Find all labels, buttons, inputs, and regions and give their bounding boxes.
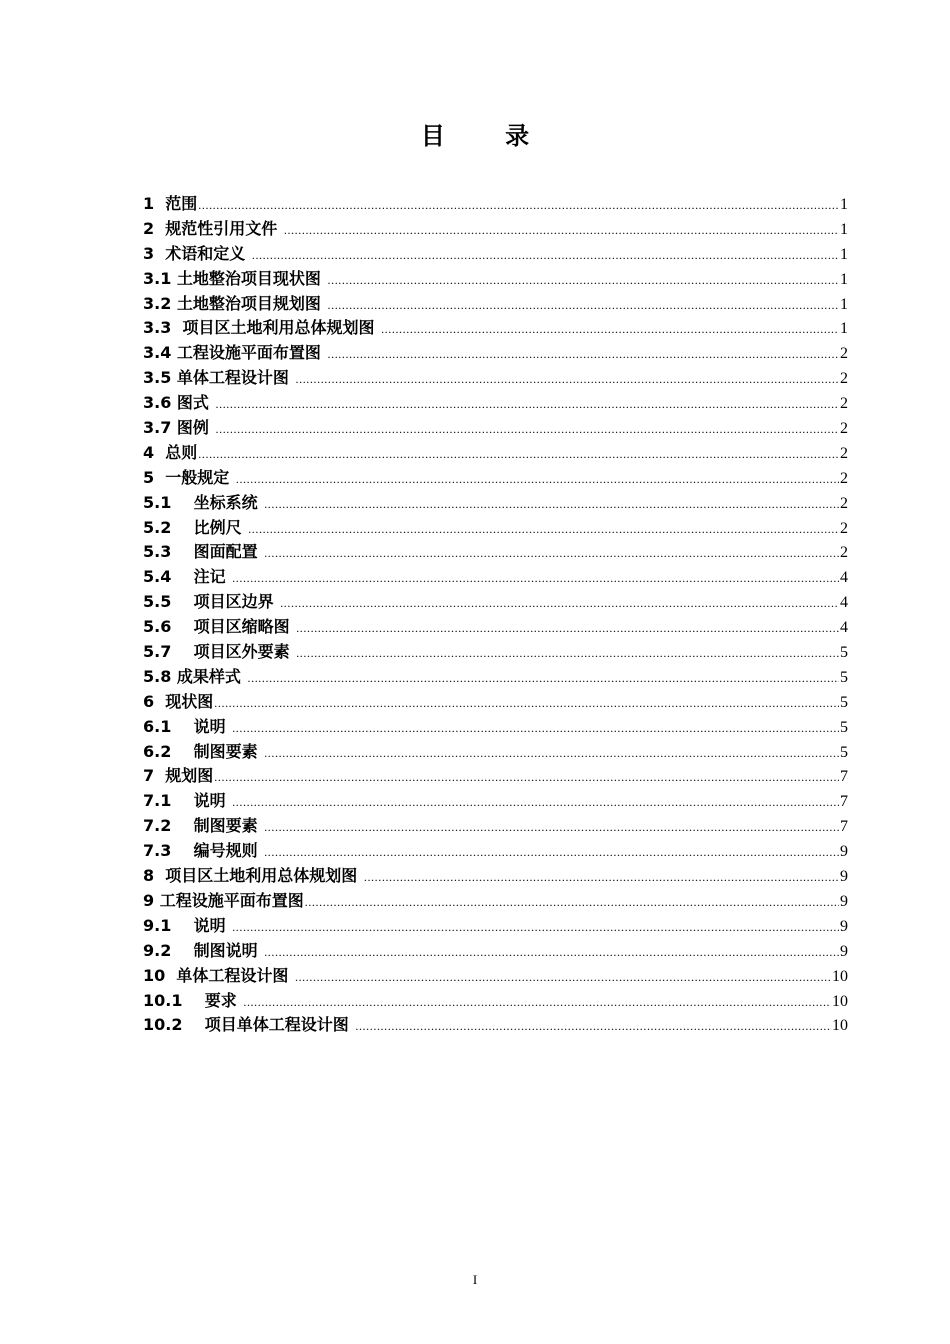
toc-entry-page: 4 <box>840 594 848 612</box>
toc-entry-label: 5.8 成果样式 <box>143 666 247 686</box>
toc-entry[interactable] <box>143 764 848 789</box>
toc-entry[interactable] <box>143 989 848 1014</box>
toc-entry-label: 5 一般规定 <box>143 467 235 487</box>
toc-entry[interactable] <box>143 391 848 416</box>
toc-entry-label: 3.1 土地整治项目现状图 <box>143 268 327 288</box>
toc-entry[interactable] <box>143 615 848 640</box>
toc-entry-page: 1 <box>840 196 848 213</box>
toc-entry[interactable] <box>143 889 848 914</box>
toc-entry-page: 4 <box>840 619 848 637</box>
page-title: 目 录 <box>420 122 556 150</box>
toc-entry-page: 7 <box>840 768 848 786</box>
toc-entry-page: 5 <box>840 668 848 686</box>
toc-entry-page: 9 <box>840 942 848 960</box>
toc-entry[interactable] <box>143 789 848 814</box>
toc-entry[interactable] <box>143 242 848 267</box>
toc-entry-page: 4 <box>840 569 848 587</box>
toc-leader-dots <box>236 467 839 492</box>
toc-entry-label: 10.2 项目单体工程设计图 <box>143 1015 355 1035</box>
toc-entry-page: 5 <box>840 693 848 711</box>
toc-leader-dots <box>295 965 831 990</box>
toc-entry[interactable] <box>143 466 848 491</box>
toc-entry-label: 3.5 单体工程设计图 <box>143 368 295 388</box>
toc-leader-dots <box>252 243 839 268</box>
toc-entry-label: 3.3 项目区土地利用总体规划图 <box>143 318 381 338</box>
toc-entry-page: 1 <box>840 320 848 338</box>
table-of-contents <box>143 192 848 1038</box>
toc-entry-page: 9 <box>840 892 848 910</box>
toc-entry-page: 7 <box>840 793 848 811</box>
toc-entry-page: 5 <box>840 743 848 761</box>
toc-leader-dots <box>198 442 839 467</box>
page-number: I <box>472 1272 478 1287</box>
toc-entry[interactable] <box>143 814 848 839</box>
toc-leader-dots <box>198 193 839 218</box>
toc-leader-dots <box>214 691 839 716</box>
toc-entry[interactable] <box>143 939 848 964</box>
toc-entry-label: 10 单体工程设计图 <box>143 965 294 985</box>
toc-entry-page: 10 <box>832 967 848 985</box>
toc-entry-label: 10.1 要求 <box>143 990 243 1010</box>
toc-entry[interactable] <box>143 690 848 715</box>
toc-entry-page: 1 <box>840 220 848 238</box>
toc-entry[interactable] <box>143 316 848 341</box>
toc-entry[interactable] <box>143 192 848 217</box>
toc-entry-page: 9 <box>840 868 848 886</box>
toc-entry[interactable] <box>143 1013 848 1038</box>
toc-entry-page: 9 <box>840 917 848 935</box>
toc-entry[interactable] <box>143 740 848 765</box>
toc-entry-label: 3.6 图式 <box>143 393 215 413</box>
toc-entry-label: 5.4 注记 <box>143 567 232 587</box>
toc-entry-label: 3.2 土地整治项目规划图 <box>143 293 327 313</box>
toc-leader-dots <box>328 342 840 367</box>
toc-entry-page: 2 <box>840 469 848 487</box>
toc-leader-dots <box>264 840 839 865</box>
toc-entry-label: 5.1 坐标系统 <box>143 492 264 512</box>
toc-entry-label: 8 项目区土地利用总体规划图 <box>143 866 363 886</box>
toc-entry-label: 5.7 项目区外要素 <box>143 642 296 662</box>
toc-entry[interactable] <box>143 441 848 466</box>
toc-leader-dots <box>280 591 839 616</box>
toc-entry[interactable] <box>143 665 848 690</box>
toc-leader-dots <box>232 790 839 815</box>
toc-entry-label: 7.3 编号规则 <box>143 841 264 861</box>
toc-leader-dots <box>232 716 839 741</box>
toc-entry[interactable] <box>143 964 848 989</box>
toc-entry-label: 9 工程设施平面布置图 <box>143 890 304 910</box>
toc-entry-label: 6 现状图 <box>143 691 214 711</box>
toc-leader-dots <box>264 541 839 566</box>
toc-entry-label: 7.1 说明 <box>143 791 232 811</box>
toc-leader-dots <box>214 765 839 790</box>
toc-entry-page: 5 <box>840 718 848 736</box>
toc-leader-dots <box>296 367 840 392</box>
toc-leader-dots <box>232 915 839 940</box>
toc-entry[interactable] <box>143 516 848 541</box>
toc-entry-page: 2 <box>840 370 848 388</box>
toc-entry[interactable] <box>143 267 848 292</box>
toc-entry[interactable] <box>143 565 848 590</box>
toc-entry-page: 5 <box>840 644 848 662</box>
toc-entry[interactable] <box>143 590 848 615</box>
toc-leader-dots <box>355 1014 831 1039</box>
toc-leader-dots <box>296 616 839 641</box>
toc-leader-dots <box>243 990 831 1015</box>
toc-leader-dots <box>248 666 840 691</box>
toc-entry-page: 7 <box>840 818 848 836</box>
toc-leader-dots <box>264 815 839 840</box>
toc-entry-page: 1 <box>840 295 848 313</box>
toc-entry[interactable] <box>143 217 848 242</box>
toc-leader-dots <box>284 218 839 243</box>
toc-entry[interactable] <box>143 839 848 864</box>
toc-leader-dots <box>328 293 840 318</box>
toc-entry-label: 3 术语和定义 <box>143 243 251 263</box>
toc-entry-label: 9.1 说明 <box>143 915 232 935</box>
toc-entry[interactable] <box>143 416 848 441</box>
toc-entry-label: 3.4 工程设施平面布置图 <box>143 343 327 363</box>
toc-leader-dots <box>264 940 839 965</box>
toc-leader-dots <box>296 641 839 666</box>
toc-entry[interactable] <box>143 864 848 889</box>
toc-entry-page: 1 <box>840 270 848 288</box>
toc-entry-label: 6.1 说明 <box>143 716 232 736</box>
toc-entry-label: 5.2 比例尺 <box>143 517 248 537</box>
toc-entry-label: 5.6 项目区缩略图 <box>143 617 296 637</box>
toc-entry-label: 7.2 制图要素 <box>143 816 264 836</box>
toc-leader-dots <box>305 890 839 915</box>
toc-entry[interactable] <box>143 491 848 516</box>
toc-leader-dots <box>328 268 840 293</box>
toc-entry-label: 1 范围 <box>143 194 198 213</box>
toc-entry[interactable] <box>143 715 848 740</box>
toc-entry-page: 10 <box>832 1017 848 1035</box>
toc-entry-label: 5.5 项目区边界 <box>143 592 280 612</box>
toc-entry-page: 10 <box>832 992 848 1010</box>
toc-entry-page: 2 <box>840 544 848 562</box>
toc-leader-dots <box>216 417 840 442</box>
toc-entry-page: 2 <box>840 395 848 413</box>
toc-entry-page: 1 <box>840 245 848 263</box>
toc-entry-page: 9 <box>840 843 848 861</box>
toc-entry-page: 2 <box>840 519 848 537</box>
toc-entry-page: 2 <box>840 494 848 512</box>
toc-entry-label: 7 规划图 <box>143 766 214 786</box>
toc-leader-dots <box>381 317 839 342</box>
toc-leader-dots <box>248 517 839 542</box>
toc-entry-label: 2 规范性引用文件 <box>143 218 283 238</box>
toc-leader-dots <box>216 392 840 417</box>
toc-entry-label: 6.2 制图要素 <box>143 741 264 761</box>
toc-entry-label: 4 总则 <box>143 442 198 462</box>
toc-entry[interactable] <box>143 366 848 391</box>
toc-leader-dots <box>264 492 839 517</box>
toc-entry-page: 2 <box>840 420 848 438</box>
toc-entry[interactable] <box>143 640 848 665</box>
toc-entry[interactable] <box>143 292 848 317</box>
toc-entry-page: 2 <box>840 444 848 462</box>
toc-entry-label: 3.7 图例 <box>143 418 215 438</box>
toc-leader-dots <box>232 566 839 591</box>
toc-entry-label: 5.3 图面配置 <box>143 542 264 562</box>
toc-entry-page: 2 <box>840 345 848 363</box>
toc-entry[interactable] <box>143 540 848 565</box>
toc-entry[interactable] <box>143 914 848 939</box>
toc-entry[interactable] <box>143 341 848 366</box>
toc-leader-dots <box>264 741 839 766</box>
toc-leader-dots <box>364 865 839 890</box>
toc-entry-label: 9.2 制图说明 <box>143 940 264 960</box>
